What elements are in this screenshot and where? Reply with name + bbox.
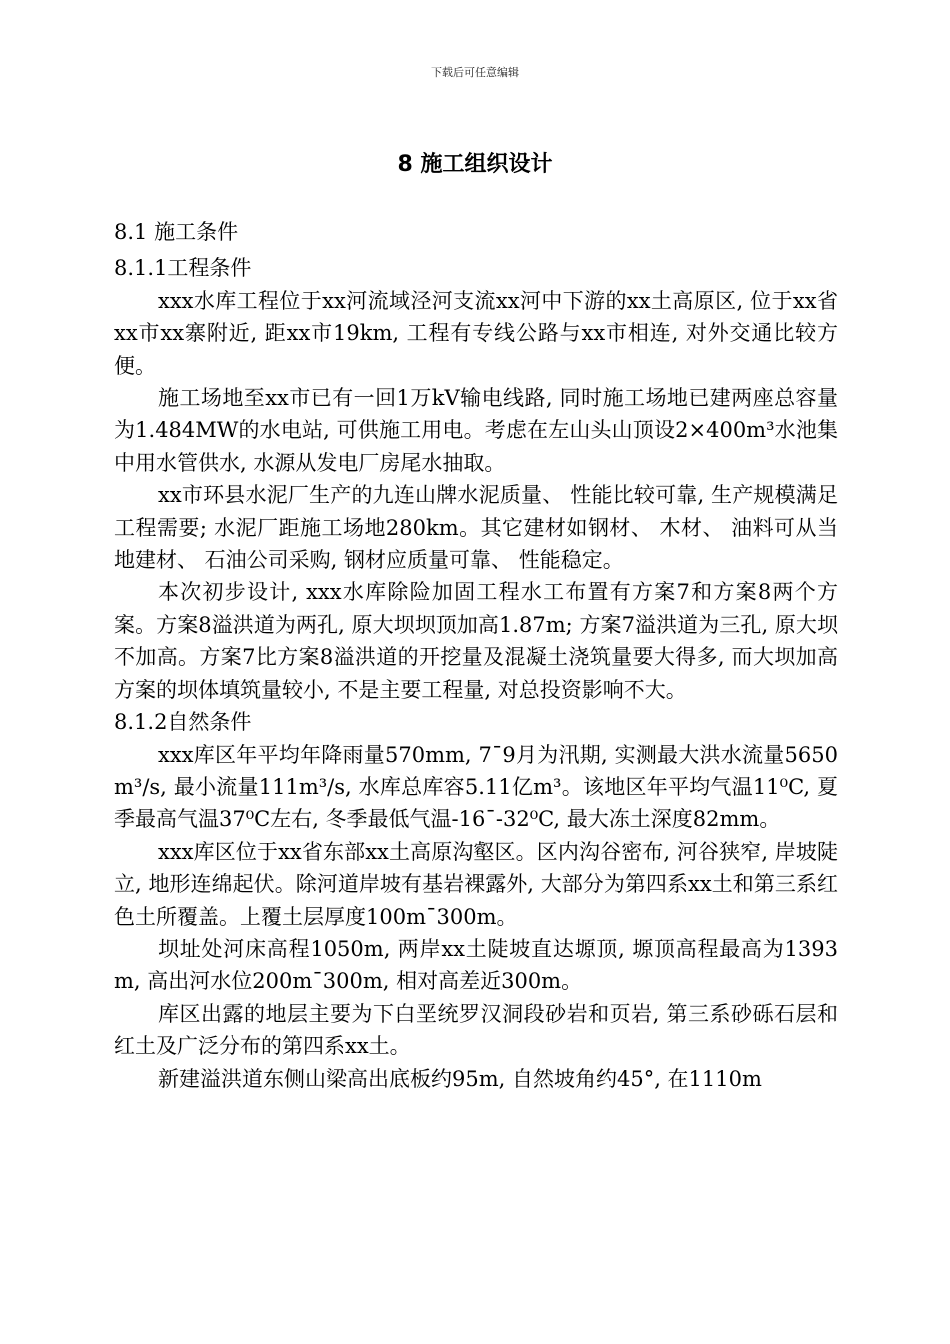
paragraph: xx市环县水泥厂生产的九连山牌水泥质量、 性能比较可靠, 生产规模满足工程需要; 水泥厂距施工场地280km。其它建材如钢材、 木材、 油料可从当地建材、 石油公司采购, 钢材应质量可靠、 性能稳定。: [114, 483, 838, 573]
chapter-title: 8 施工组织设计: [397, 152, 553, 177]
subsection-heading: 8.1.1工程条件: [114, 256, 252, 281]
paragraph: 新建溢洪道东侧山梁高出底板约95m, 自然坡角约45°, 在1110m: [158, 1066, 762, 1091]
paragraph: xxx库区位于xx省东部xx土高原沟壑区。区内沟谷密布, 河谷狭窄, 岸坡陡立, 地形连绵起伏。除河道岸坡有基岩裸露外, 大部分为第四系xx土和第三系红色土所覆盖。上覆土层厚度100m¯300m。: [114, 839, 838, 929]
section-heading: 8.1 施工条件: [114, 220, 239, 244]
paragraph: xxx水库工程位于xx河流域泾河支流xx河中下游的xx土高原区, 位于xx省xx市xx寨附近, 距xx市19km, 工程有专线公路与xx市相连, 对外交通比较方便。: [114, 288, 838, 378]
paragraph: xxx库区年平均年降雨量570mm, 7¯9月为汛期, 实测最大洪水流量5650m³/s, 最小流量111m³/s, 水库总库容5.11亿m³。该地区年平均气温11⁰C, 夏季最高气温37⁰C左右, 冬季最低气温-16¯-32⁰C, 最大冻土深度82mm。: [114, 742, 838, 832]
paragraph: 库区出露的地层主要为下白垩统罗汉洞段砂岩和页岩, 第三系砂砾石层和红土及广泛分布的第四系xx土。: [114, 1001, 838, 1059]
subsection-heading: 8.1.2自然条件: [114, 710, 252, 735]
header-note: 下载后可任意编辑: [431, 66, 519, 79]
document-body: [114, 216, 838, 1095]
paragraph: 本次初步设计, xxx水库除险加固工程水工布置有方案7和方案8两个方案。方案8溢洪道为两孔, 原大坝坝顶加高1.87m; 方案7溢洪道为三孔, 原大坝不加高。方案7比方案8溢洪道的开挖量及混凝土浇筑量要大得多, 而大坝加高方案的坝体填筑量较小, 不是主要工程量, 对总投资影响不大。: [114, 580, 838, 702]
paragraph: 施工场地至xx市已有一回1万kV输电线路, 同时施工场地已建两座总容量为1.484MW的水电站, 可供施工用电。考虑在左山头山顶设2×400m³水池集中用水管供水, 水源从发电厂房尾水抽取。: [114, 386, 838, 475]
paragraph: 坝址处河床高程1050m, 两岸xx土陡坡直达塬顶, 塬顶高程最高为1393m, 高出河水位200m¯300m, 相对高差近300m。: [114, 936, 838, 994]
